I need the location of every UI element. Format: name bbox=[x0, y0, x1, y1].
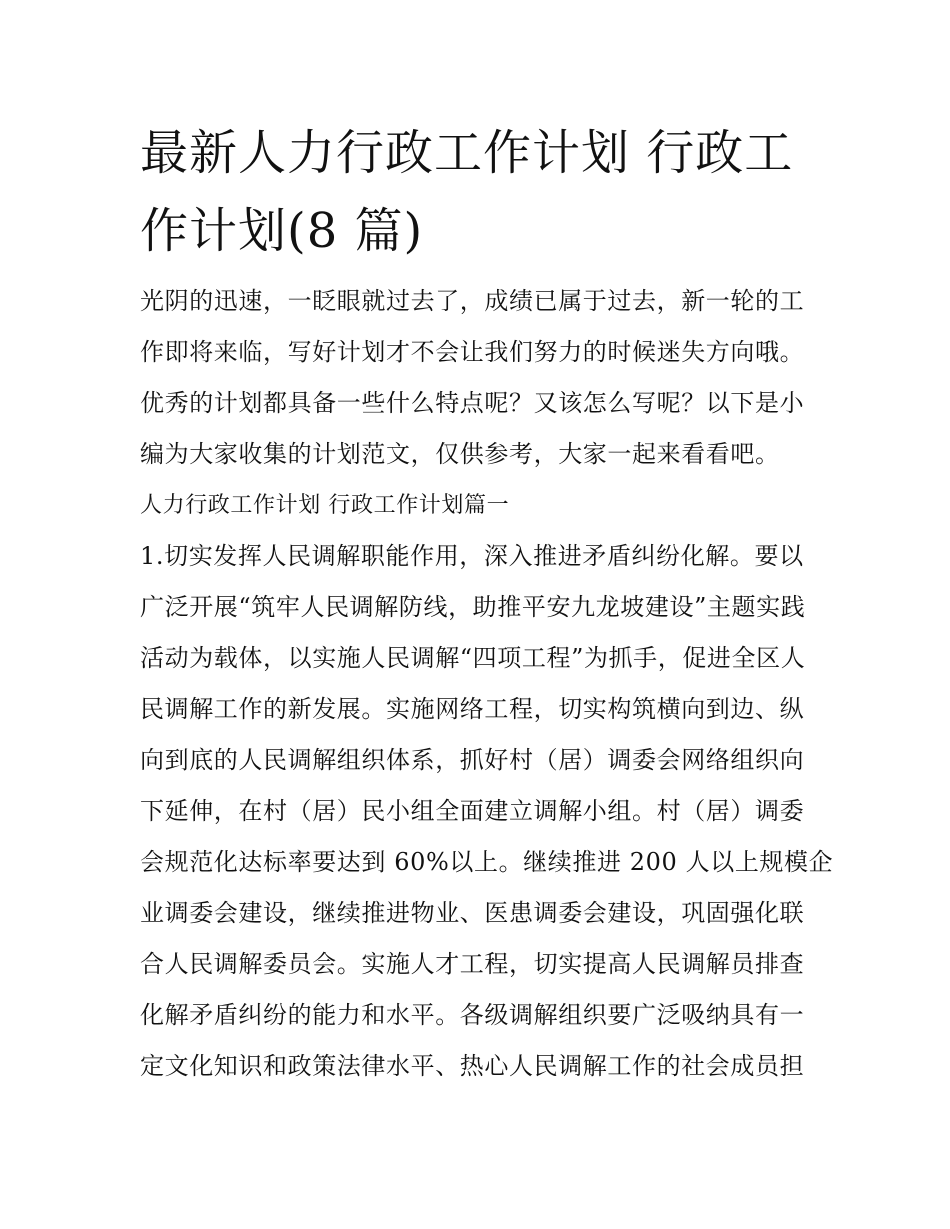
body-line-11: 定文化知识和政策法律水平、热心人民调解工作的社会成员担 bbox=[140, 1052, 805, 1080]
intro-line-4: 编为大家收集的计划范文，仅供参考，大家一起来看看吧。 bbox=[140, 440, 780, 468]
body-line-3: 活动为载体，以实施人民调解“四项工程”为抓手，促进全区人 bbox=[140, 644, 806, 672]
body-line-9: 合人民调解委员会。实施人才工程，切实提高人民调解员排查 bbox=[140, 950, 805, 978]
intro-line-1: 光阴的迅速，一眨眼就过去了，成绩已属于过去，新一轮的工 bbox=[140, 287, 805, 315]
intro-line-3: 优秀的计划都具备一些什么特点呢？又该怎么写呢？以下是小 bbox=[140, 389, 805, 417]
body-line-5: 向到底的人民调解组织体系，抓好村（居）调委会网络组织向 bbox=[140, 746, 805, 774]
body-line-4: 民调解工作的新发展。实施网络工程，切实构筑横向到边、纵 bbox=[140, 695, 805, 723]
body-line-1: 1.切实发挥人民调解职能作用，深入推进矛盾纠纷化解。要以 bbox=[140, 542, 804, 570]
document-body bbox=[140, 276, 834, 1092]
body-line-6: 下延伸，在村（居）民小组全面建立调解小组。村（居）调委 bbox=[140, 797, 805, 825]
title-line-1: 最新人力行政工作计划 行政工 bbox=[140, 125, 794, 181]
intro-line-2: 作即将来临，写好计划才不会让我们努力的时候迷失方向哦。 bbox=[140, 338, 805, 366]
body-line-7: 会规范化达标率要达到 60%以上。继续推进 200 人以上规模企 bbox=[140, 848, 834, 876]
body-line-8: 业调委会建设，继续推进物业、医患调委会建设，巩固强化联 bbox=[140, 899, 805, 927]
section-heading: 人力行政工作计划 行政工作计划篇一 bbox=[140, 493, 510, 518]
document-title bbox=[140, 114, 830, 270]
body-line-10: 化解矛盾纠纷的能力和水平。各级调解组织要广泛吸纳具有一 bbox=[140, 1001, 805, 1029]
body-line-2: 广泛开展“筑牢人民调解防线，助推平安九龙坡建设”主题实践 bbox=[140, 593, 806, 621]
title-line-2: 作计划(8 篇) bbox=[140, 203, 424, 259]
